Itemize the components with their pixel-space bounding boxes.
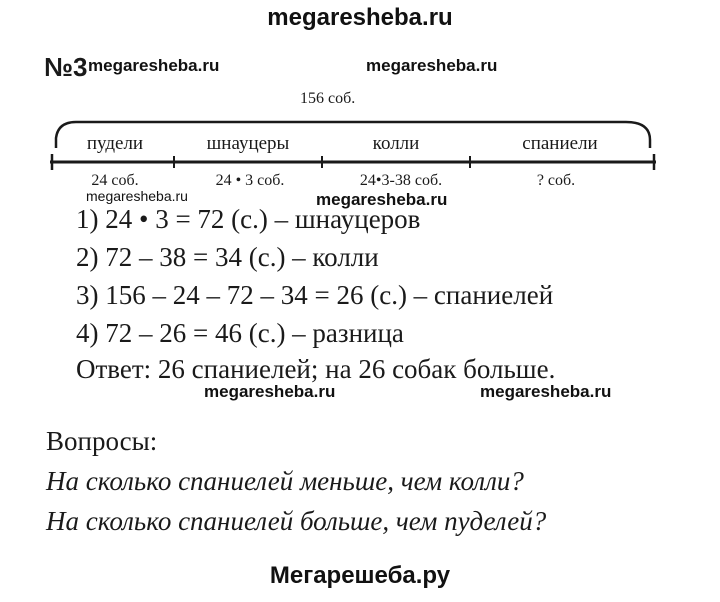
solution-step-4: 4) 72 – 26 = 46 (с.) – разница (76, 318, 404, 348)
segment-label-schnauzers: шнауцеры (206, 133, 290, 154)
watermark-row2-left: megaresheba.ru (204, 382, 336, 401)
diagram-total-label: 156 соб. (300, 90, 356, 107)
sublabel-spaniels: ? соб. (536, 172, 576, 189)
segment-diagram (0, 0, 720, 200)
watermark-small-left: megaresheba.ru (86, 188, 188, 204)
question-2: На сколько спаниелей больше, чем пуделей? (46, 506, 547, 536)
segment-label-collies: колли (372, 133, 420, 154)
watermark-row1-left: megaresheba.ru (88, 56, 220, 75)
segment-label-poodles: пудели (86, 133, 144, 154)
solution-answer: Ответ: 26 спаниелей; на 26 собак больше. (76, 354, 556, 384)
watermark-small-mid: megaresheba.ru (316, 190, 448, 209)
task-number: №3 (44, 52, 88, 82)
solution-step-2: 2) 72 – 38 = 34 (с.) – колли (76, 242, 379, 272)
question-1: На сколько спаниелей меньше, чем колли? (46, 466, 524, 496)
solution-step-1: 1) 24 • 3 = 72 (с.) – шнауцеров (76, 204, 421, 234)
segment-label-spaniels: спаниели (522, 133, 598, 154)
solution-step-3: 3) 156 – 24 – 72 – 34 = 26 (с.) – спаниелей (76, 280, 554, 310)
questions-title: Вопросы: (46, 426, 158, 456)
sublabel-schnauzers: 24 • 3 соб. (215, 172, 285, 189)
watermark-row2-right: megaresheba.ru (480, 382, 612, 401)
watermark-top: megaresheba.ru (267, 4, 453, 31)
sublabel-collies: 24•3-38 соб. (359, 172, 443, 189)
watermark-row1-right: megaresheba.ru (366, 56, 498, 75)
sublabel-poodles: 24 соб. (91, 172, 139, 189)
watermark-bottom: Мегарешеба.ру (269, 562, 451, 589)
